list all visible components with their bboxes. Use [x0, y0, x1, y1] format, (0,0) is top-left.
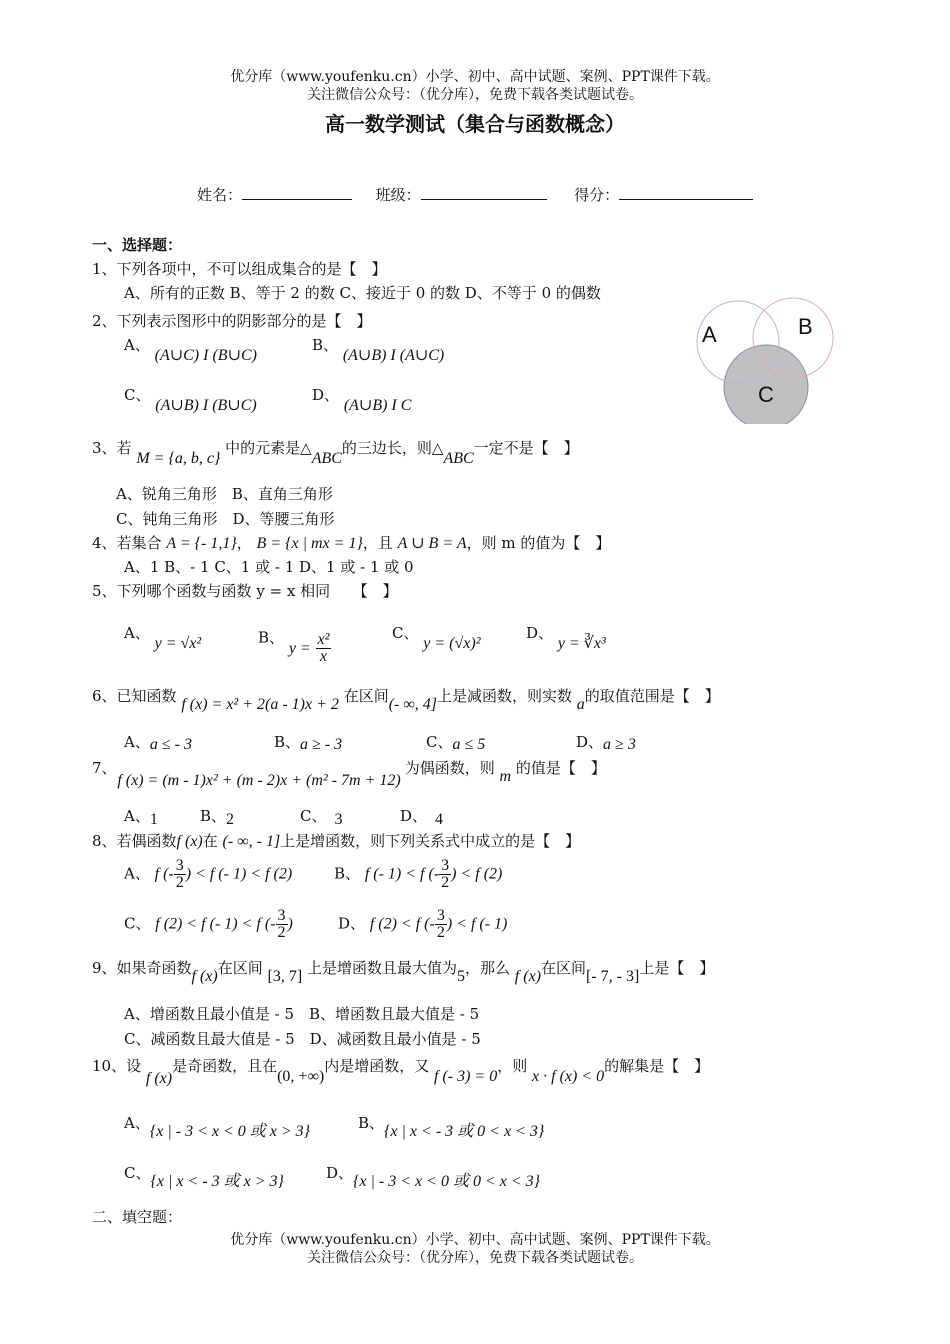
q5-b-num: x²: [317, 631, 330, 648]
q7-option-b: [200, 805, 234, 826]
q3-abc-1: ABC: [311, 450, 342, 467]
q9-func2: f (x): [514, 968, 541, 985]
q9-pre: 9、如果奇函数: [92, 959, 192, 977]
q4-post: ，则 m 的值为【 】: [466, 534, 611, 552]
q8-b-post: ) < f (2): [451, 865, 503, 883]
q9-mid: 在区间: [217, 959, 263, 977]
q8-b-pre: f (- 1) < f (-: [364, 865, 440, 883]
q3-mid: 中的元素是△: [225, 439, 312, 457]
q10-option-b: [358, 1110, 545, 1140]
q6-a-label: A、: [124, 733, 150, 751]
q7-var: m: [499, 768, 512, 785]
q3-abc-2: ABC: [443, 450, 474, 467]
student-info: [197, 184, 753, 205]
q8-d-fraction: [435, 908, 447, 941]
q2-d-expr: (A∪B) I C: [343, 397, 412, 414]
q6-option-a: [124, 731, 192, 752]
q4-sep: ，: [236, 534, 252, 552]
q1-options: A、所有的正数 B、等于 2 的数 C、接近于 0 的数 D、不等于 0 的偶数: [124, 284, 601, 302]
q8-option-c: [124, 908, 293, 941]
q7-d-label: D、: [400, 807, 428, 825]
q6-interval: (- ∞, 4]: [388, 696, 437, 713]
q8-c-num: 3: [277, 907, 286, 924]
q7-a-label: A、: [124, 807, 150, 825]
q8-d-den: 2: [436, 924, 445, 941]
q10-a-expr: {x | - 3 < x < 0 或 x > 3}: [149, 1123, 311, 1140]
q10-func: f (x): [145, 1070, 173, 1087]
q8-c-den: 2: [277, 924, 286, 941]
q8-d-num: 3: [436, 907, 445, 924]
class-field[interactable]: [421, 185, 547, 200]
q4-set-b: B = {x | mx = 1}: [256, 535, 363, 552]
q7-option-a: [124, 805, 158, 826]
q2-b-expr: (A∪B) I (A∪C): [342, 347, 445, 364]
name-label: 姓名：: [197, 186, 243, 204]
q2-option-b: [312, 334, 445, 364]
q8-option-d: [338, 908, 507, 941]
q8-a-label: A、: [124, 864, 150, 883]
q8-a-num: 3: [175, 857, 184, 874]
q7-c-value: 3: [334, 811, 343, 828]
q2-stem: 2、下列表示图形中的阴影部分的是【 】: [92, 312, 372, 330]
q10-option-d: [326, 1160, 541, 1190]
q3-set: M = {a, b, c}: [136, 450, 221, 467]
venn-label-a: A: [702, 322, 717, 347]
q8-stem: [92, 830, 580, 851]
q2-d-label: D、: [312, 386, 340, 404]
q2-a-label: A、: [124, 336, 150, 354]
q7-option-c: [300, 805, 342, 826]
q10-mid: 是奇函数，且在: [172, 1057, 278, 1075]
q5-b-lhs: y =: [288, 639, 311, 657]
q8-pre: 8、若偶函数: [92, 832, 177, 850]
q9-post: 上是【 】: [639, 959, 715, 977]
q10-a-label: A、: [124, 1114, 150, 1132]
q7-d-value: 4: [435, 811, 444, 828]
q8-d-pre: f (2) < f (-: [369, 915, 435, 933]
q6-b-expr: a ≥ - 3: [300, 736, 343, 753]
q2-a-expr: (A∪C) I (B∪C): [154, 347, 257, 364]
q5-option-d: [526, 622, 606, 652]
q7-option-d: [400, 805, 443, 826]
header-line-2: 关注微信公众号：（优分库），免费下载各类试题试卷。: [307, 87, 643, 103]
q3-stem: [92, 437, 579, 467]
q8-d-label: D、: [338, 914, 366, 933]
q5-b-label: B、: [258, 628, 285, 647]
q10-mid3: ，则: [497, 1057, 528, 1075]
q5-c-expr: y = (√x)²: [423, 635, 481, 652]
q3-post: 一定不是【 】: [473, 439, 579, 457]
q9-interval2: [- 7, - 3]: [586, 968, 640, 985]
q2-c-expr: (A∪B) I (B∪C): [155, 397, 257, 414]
q10-b-label: B、: [358, 1114, 385, 1132]
q10-d-expr: {x | - 3 < x < 0 或 0 < x < 3}: [353, 1173, 541, 1190]
q10-c-label: C、: [124, 1164, 151, 1182]
q5-option-b: [258, 622, 331, 665]
q6-var: a: [576, 696, 585, 713]
q9-stem: [92, 957, 715, 985]
page-title: 高一数学测试（集合与函数概念）: [325, 112, 625, 136]
q9-interval: [3, 7]: [267, 968, 303, 985]
q8-a-post: ) < f (- 1) < f (2): [185, 865, 293, 883]
q5-c-label: C、: [392, 624, 419, 642]
q7-func: f (x) = (m - 1)x² + (m - 2)x + (m² - 7m + 12): [117, 772, 401, 789]
q8-func: f (x): [176, 833, 203, 850]
q2-option-c: [124, 384, 257, 414]
q7-num: 7、: [92, 759, 117, 777]
q10-option-c: [124, 1160, 284, 1190]
q9-func: f (x): [191, 968, 218, 985]
q8-c-post: ): [287, 915, 293, 933]
q8-a-fraction: [174, 858, 186, 891]
q6-c-label: C、: [426, 733, 453, 751]
q9-max: 5: [457, 968, 465, 985]
q6-d-label: D、: [576, 733, 604, 751]
q10-mid2: 内是增函数，又: [324, 1057, 430, 1075]
q10-b-expr: {x | x < - 3 或 0 < x < 3}: [384, 1123, 545, 1140]
q5-d-expr: y = ∛x³: [557, 635, 606, 652]
q5-option-a: [124, 622, 202, 652]
q8-interval: (- ∞, - 1]: [222, 833, 281, 850]
venn-label-b: B: [798, 314, 813, 339]
q3-options-cd: C、钝角三角形 D、等腰三角形: [116, 510, 335, 528]
q10-d-label: D、: [326, 1164, 354, 1182]
q9-options-ab: A、增函数且最小值是 - 5 B、增函数且最大值是 - 5: [124, 1005, 480, 1023]
q8-option-b: [334, 858, 502, 891]
q10-interval: (0, +∞): [277, 1068, 325, 1085]
q5-stem: 5、下列哪个函数与函数 y = x 相同 【 】: [92, 582, 398, 600]
q10-option-a: [124, 1110, 311, 1140]
q3-options-ab: A、锐角三角形 B、直角三角形: [116, 485, 333, 503]
q5-a-expr: y = √x²: [154, 635, 202, 652]
q4-set-a: A = {- 1,1}: [166, 535, 237, 552]
q7-a-value: 1: [149, 811, 158, 828]
q10-cond: f (- 3) = 0: [433, 1068, 498, 1085]
footer-line-1: 优分库（www.youfenku.cn）小学、初中、高中试题、案例、PPT课件下载。: [230, 1232, 720, 1248]
q9-mid3: ，那么: [465, 959, 511, 977]
q4-stem: [92, 532, 610, 553]
q8-a-pre: f (-: [154, 865, 174, 883]
q4-pre: 4、若集合: [92, 534, 162, 552]
q8-a-den: 2: [175, 874, 184, 891]
q6-func: f (x) = x² + 2(a - 1)x + 2: [181, 696, 339, 713]
q7-b-label: B、: [200, 807, 227, 825]
q6-post2: 的取值范围是【 】: [584, 687, 720, 705]
q8-option-a: [124, 858, 292, 891]
footer-line-2: 关注微信公众号：（优分库），免费下载各类试题试卷。: [307, 1250, 643, 1266]
q10-post: 的解集是【 】: [604, 1057, 710, 1075]
q2-option-d: [312, 384, 412, 414]
q5-b-den: x: [319, 648, 327, 665]
q6-option-b: [274, 731, 342, 752]
q7-stem: [92, 757, 606, 789]
q8-c-pre: f (2) < f (- 1) < f (-: [155, 915, 276, 933]
q8-c-label: C、: [124, 914, 151, 933]
q10-stem: [92, 1055, 710, 1087]
q8-b-num: 3: [441, 857, 450, 874]
q4-options: A、1 B、- 1 C、1 或 - 1 D、1 或 - 1 或 0: [124, 558, 414, 576]
q5-b-fraction: [316, 632, 332, 665]
q8-c-fraction: [276, 908, 288, 941]
q6-mid: 在区间: [343, 687, 389, 705]
q8-mid: 在: [202, 832, 218, 850]
q6-post: 上是减函数，则实数: [437, 687, 573, 705]
q6-option-c: [426, 731, 485, 752]
q6-stem: [92, 685, 720, 713]
q9-options-cd: C、减函数且最大值是 - 5 D、减函数且最小值是 - 5: [124, 1030, 481, 1048]
q2-option-a: [124, 334, 257, 364]
q1-stem: 1、下列各项中，不可以组成集合的是【 】: [92, 260, 387, 278]
venn-label-c: C: [758, 382, 774, 407]
section-choice-heading: 一、选择题：: [92, 236, 183, 254]
q6-d-expr: a ≥ 3: [603, 736, 636, 753]
q9-mid4: 在区间: [541, 959, 587, 977]
q10-ineq: x · f (x) < 0: [532, 1068, 605, 1085]
q5-a-label: A、: [124, 624, 150, 642]
venn-diagram: [678, 292, 840, 424]
q2-b-label: B、: [312, 336, 339, 354]
q3-mid2: 的三边长，则△: [341, 439, 444, 457]
q5-d-label: D、: [526, 624, 554, 642]
q7-c-label: C、: [300, 807, 327, 825]
q6-a-expr: a ≤ - 3: [149, 736, 192, 753]
q4-mid: ，且: [362, 534, 393, 552]
q8-b-label: B、: [334, 864, 361, 883]
q10-c-expr: {x | x < - 3 或 x > 3}: [150, 1173, 284, 1190]
q6-option-d: [576, 731, 636, 752]
q7-post2: 的值是【 】: [515, 759, 606, 777]
q4-cond: A ∪ B = A: [397, 535, 467, 552]
q6-b-label: B、: [274, 733, 301, 751]
q10-pre: 10、设: [92, 1057, 142, 1075]
q6-pre: 6、已知函数: [92, 687, 177, 705]
q8-d-post: ) < f (- 1): [446, 915, 508, 933]
score-field[interactable]: [619, 185, 753, 200]
q8-b-fraction: [439, 858, 451, 891]
q8-b-den: 2: [441, 874, 450, 891]
q5-option-c: [392, 622, 481, 652]
q6-c-expr: a ≤ 5: [452, 736, 486, 753]
q7-post: 为偶函数，则: [404, 759, 495, 777]
q3-pre: 3、若: [92, 439, 132, 457]
section-fill-heading: 二、填空题：: [92, 1208, 183, 1226]
score-label: 得分：: [574, 186, 620, 204]
header-line-1: 优分库（www.youfenku.cn）小学、初中、高中试题、案例、PPT课件下载。: [230, 69, 720, 85]
q2-c-label: C、: [124, 386, 151, 404]
q7-b-value: 2: [226, 811, 235, 828]
name-field[interactable]: [242, 185, 352, 200]
q8-post: 上是增函数，则下列关系式中成立的是【 】: [280, 832, 581, 850]
q9-mid2: 上是增函数且最大值为: [306, 959, 457, 977]
class-label: 班级：: [375, 186, 421, 204]
